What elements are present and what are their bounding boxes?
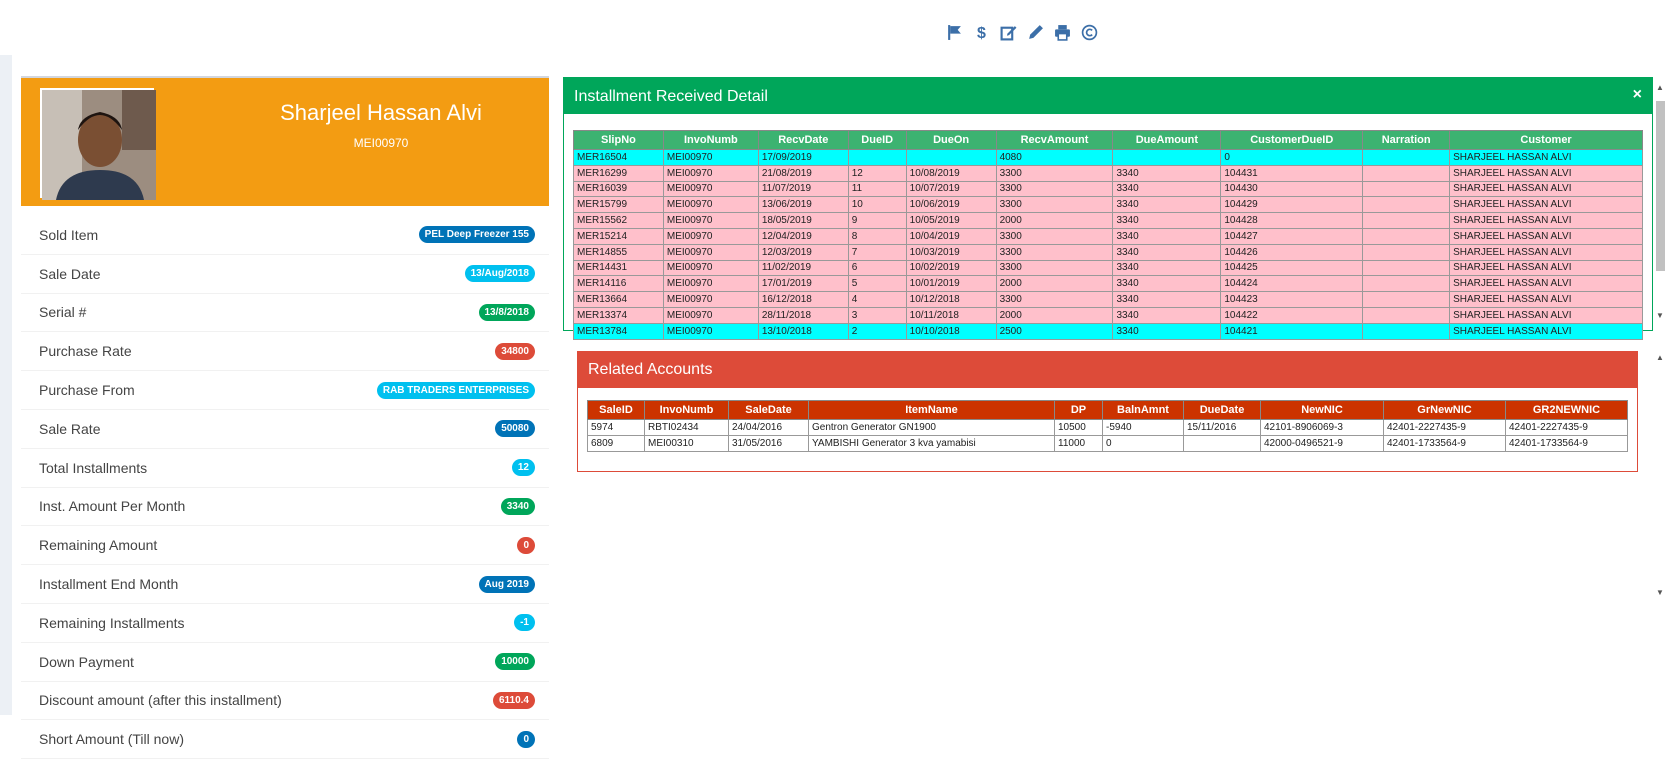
table-cell: SHARJEEL HASSAN ALVI xyxy=(1450,150,1643,166)
detail-label: Remaining Amount xyxy=(39,537,158,554)
detail-row xyxy=(21,488,549,527)
table-cell: 10500 xyxy=(1055,420,1103,436)
installment-table xyxy=(573,130,1643,340)
detail-label: Installment End Month xyxy=(39,576,179,593)
table-cell: SHARJEEL HASSAN ALVI xyxy=(1450,292,1643,308)
table-cell xyxy=(1363,228,1450,244)
table-cell: 11000 xyxy=(1055,435,1103,451)
column-header[interactable]: InvoNumb xyxy=(645,401,729,420)
table-cell: 13/06/2019 xyxy=(758,197,848,213)
table-cell: MER16504 xyxy=(574,150,664,166)
table-cell: 12/04/2019 xyxy=(758,228,848,244)
table-row[interactable] xyxy=(574,181,1643,197)
table-cell: 0 xyxy=(1221,150,1363,166)
table-cell xyxy=(1184,435,1261,451)
column-header[interactable]: NewNIC xyxy=(1261,401,1384,420)
table-cell: 10/04/2019 xyxy=(906,228,996,244)
table-cell: MEI00970 xyxy=(663,181,758,197)
table-cell: SHARJEEL HASSAN ALVI xyxy=(1450,181,1643,197)
table-cell: -5940 xyxy=(1103,420,1184,436)
table-cell: 42401-2227435-9 xyxy=(1384,420,1506,436)
table-cell: 3340 xyxy=(1113,181,1221,197)
table-row[interactable] xyxy=(574,213,1643,229)
detail-badge: 50080 xyxy=(495,420,535,437)
table-cell: 2000 xyxy=(996,276,1113,292)
table-cell: 2 xyxy=(848,323,906,339)
detail-badge: 34800 xyxy=(495,343,535,360)
detail-label: Serial # xyxy=(39,304,87,321)
table-cell: 13/10/2018 xyxy=(758,323,848,339)
table-cell: MER16039 xyxy=(574,181,664,197)
table-cell: 5 xyxy=(848,276,906,292)
table-cell: 3340 xyxy=(1113,228,1221,244)
table-cell: 10/05/2019 xyxy=(906,213,996,229)
table-cell: 3300 xyxy=(996,260,1113,276)
table-cell: 12/03/2019 xyxy=(758,244,848,260)
table-cell: 3340 xyxy=(1113,307,1221,323)
table-cell xyxy=(1363,307,1450,323)
close-icon[interactable]: × xyxy=(1632,86,1642,103)
detail-badge: 13/8/2018 xyxy=(479,304,536,321)
table-cell: 10/02/2019 xyxy=(906,260,996,276)
table-cell xyxy=(1363,197,1450,213)
table-cell: SHARJEEL HASSAN ALVI xyxy=(1450,244,1643,260)
detail-row xyxy=(21,449,549,488)
installment-panel xyxy=(563,77,1653,337)
detail-badge: Aug 2019 xyxy=(479,576,535,593)
detail-badge: 13/Aug/2018 xyxy=(465,265,535,282)
table-cell xyxy=(1113,150,1221,166)
table-cell: 10/03/2019 xyxy=(906,244,996,260)
table-cell: 3300 xyxy=(996,244,1113,260)
pencil-icon[interactable] xyxy=(1026,24,1045,43)
table-cell: SHARJEEL HASSAN ALVI xyxy=(1450,260,1643,276)
detail-label: Down Payment xyxy=(39,653,134,670)
table-cell: 3340 xyxy=(1113,323,1221,339)
table-cell: 3340 xyxy=(1113,276,1221,292)
detail-label: Sale Rate xyxy=(39,420,101,437)
table-cell: 24/04/2016 xyxy=(729,420,809,436)
column-header[interactable]: SaleID xyxy=(588,401,645,420)
table-cell: 3300 xyxy=(996,197,1113,213)
table-cell: 12 xyxy=(848,165,906,181)
table-cell: 104426 xyxy=(1221,244,1363,260)
table-cell: 3300 xyxy=(996,165,1113,181)
table-cell: MER14855 xyxy=(574,244,664,260)
table-cell xyxy=(906,150,996,166)
page-scrollbar[interactable] xyxy=(1654,83,1666,598)
table-cell: 104422 xyxy=(1221,307,1363,323)
table-cell: 42401-2227435-9 xyxy=(1506,420,1628,436)
table-cell: 2000 xyxy=(996,213,1113,229)
table-row[interactable] xyxy=(574,165,1643,181)
scroll-down-icon[interactable]: ▼ xyxy=(1656,588,1664,597)
table-cell: MER13784 xyxy=(574,323,664,339)
table-cell: MEI00310 xyxy=(645,435,729,451)
table-cell: 21/08/2019 xyxy=(758,165,848,181)
table-cell: 11 xyxy=(848,181,906,197)
table-cell: 3340 xyxy=(1113,292,1221,308)
installment-panel-title: Installment Received Detail xyxy=(574,88,768,105)
table-cell: MEI00970 xyxy=(663,307,758,323)
table-cell: SHARJEEL HASSAN ALVI xyxy=(1450,307,1643,323)
table-cell: 2500 xyxy=(996,323,1113,339)
table-cell: MER14116 xyxy=(574,276,664,292)
column-header[interactable]: DP xyxy=(1055,401,1103,420)
table-cell: SHARJEEL HASSAN ALVI xyxy=(1450,165,1643,181)
table-cell: 10/06/2019 xyxy=(906,197,996,213)
table-cell xyxy=(1363,260,1450,276)
table-cell: 8 xyxy=(848,228,906,244)
table-cell: MER14431 xyxy=(574,260,664,276)
table-cell xyxy=(1363,323,1450,339)
table-cell: YAMBISHI Generator 3 kva yamabisi xyxy=(809,435,1055,451)
table-row[interactable] xyxy=(574,307,1643,323)
related-table-wrapper xyxy=(587,400,1628,452)
table-cell: 104421 xyxy=(1221,323,1363,339)
table-cell: 104424 xyxy=(1221,276,1363,292)
table-cell: 11/07/2019 xyxy=(758,181,848,197)
related-table-header xyxy=(588,401,1628,420)
table-row[interactable] xyxy=(574,150,1643,166)
table-cell: 2000 xyxy=(996,307,1113,323)
detail-label: Total Installments xyxy=(39,459,148,476)
profile-name: Sharjeel Hassan Alvi xyxy=(280,100,482,125)
table-row[interactable] xyxy=(588,435,1628,451)
column-header[interactable]: SaleDate xyxy=(729,401,809,420)
table-cell: SHARJEEL HASSAN ALVI xyxy=(1450,228,1643,244)
table-cell xyxy=(1363,213,1450,229)
table-cell: MER13664 xyxy=(574,292,664,308)
detail-badge: PEL Deep Freezer 155 xyxy=(419,226,535,243)
detail-row xyxy=(21,216,549,255)
column-header[interactable]: InvoNumb xyxy=(663,131,758,150)
table-cell: 28/11/2018 xyxy=(758,307,848,323)
column-header[interactable]: DueOn xyxy=(906,131,996,150)
table-cell: MER15799 xyxy=(574,197,664,213)
table-cell xyxy=(1363,181,1450,197)
edit-icon[interactable] xyxy=(999,24,1018,43)
table-cell: MEI00970 xyxy=(663,292,758,308)
flag-icon[interactable] xyxy=(945,24,964,43)
table-cell: 6 xyxy=(848,260,906,276)
detail-row xyxy=(21,526,549,565)
detail-badge: RAB TRADERS ENTERPRISES xyxy=(377,382,535,399)
column-header[interactable]: Narration xyxy=(1363,131,1450,150)
table-cell: Gentron Generator GN1900 xyxy=(809,420,1055,436)
table-cell: 3 xyxy=(848,307,906,323)
table-cell: SHARJEEL HASSAN ALVI xyxy=(1450,323,1643,339)
detail-row xyxy=(21,604,549,643)
detail-badge: -1 xyxy=(514,614,535,631)
table-cell: 3340 xyxy=(1113,244,1221,260)
table-row[interactable] xyxy=(574,260,1643,276)
table-cell: 6809 xyxy=(588,435,645,451)
detail-label: Discount amount (after this installment) xyxy=(39,692,282,709)
left-rail xyxy=(0,55,12,715)
detail-label: Remaining Installments xyxy=(39,614,185,631)
table-cell: 18/05/2019 xyxy=(758,213,848,229)
table-cell: MEI00970 xyxy=(663,244,758,260)
profile-header xyxy=(21,78,549,206)
table-cell: 10/01/2019 xyxy=(906,276,996,292)
table-cell: 3340 xyxy=(1113,213,1221,229)
table-cell xyxy=(1363,292,1450,308)
table-cell: 4 xyxy=(848,292,906,308)
table-cell xyxy=(1363,150,1450,166)
detail-label: Purchase Rate xyxy=(39,343,132,360)
column-header[interactable]: DueAmount xyxy=(1113,131,1221,150)
table-cell: 104427 xyxy=(1221,228,1363,244)
table-cell xyxy=(1363,165,1450,181)
detail-row xyxy=(21,332,549,371)
detail-label: Sold Item xyxy=(39,226,99,243)
table-cell: 104430 xyxy=(1221,181,1363,197)
table-cell: MEI00970 xyxy=(663,197,758,213)
table-cell: 104429 xyxy=(1221,197,1363,213)
scroll-up-icon[interactable]: ▲ xyxy=(1656,353,1664,362)
dollar-icon[interactable]: $ xyxy=(977,25,986,42)
table-cell: 42401-1733564-9 xyxy=(1384,435,1506,451)
column-header[interactable]: DueDate xyxy=(1184,401,1261,420)
detail-row xyxy=(21,294,549,333)
installment-table-wrapper xyxy=(573,130,1643,337)
detail-badge: 0 xyxy=(517,731,535,748)
table-row[interactable] xyxy=(574,276,1643,292)
table-cell: 17/01/2019 xyxy=(758,276,848,292)
table-cell: MER13374 xyxy=(574,307,664,323)
table-cell: 3300 xyxy=(996,181,1113,197)
table-cell xyxy=(848,150,906,166)
detail-label: Sale Date xyxy=(39,265,101,282)
table-cell: 3340 xyxy=(1113,260,1221,276)
table-cell: 10/11/2018 xyxy=(906,307,996,323)
detail-row xyxy=(21,371,549,410)
installment-table-header xyxy=(574,131,1643,150)
column-header[interactable]: GrNewNIC xyxy=(1384,401,1506,420)
table-cell: 0 xyxy=(1103,435,1184,451)
table-cell: 104423 xyxy=(1221,292,1363,308)
avatar xyxy=(40,88,154,198)
table-cell: 15/11/2016 xyxy=(1184,420,1261,436)
table-cell: MER15214 xyxy=(574,228,664,244)
table-row[interactable] xyxy=(574,323,1643,339)
table-row[interactable] xyxy=(588,420,1628,436)
table-cell: 10/12/2018 xyxy=(906,292,996,308)
installment-table-body xyxy=(574,150,1643,340)
detail-badge: 10000 xyxy=(495,653,535,670)
related-table-body xyxy=(588,420,1628,452)
table-cell: MEI00970 xyxy=(663,276,758,292)
table-cell: 10 xyxy=(848,197,906,213)
table-cell: MEI00970 xyxy=(663,323,758,339)
print-icon[interactable] xyxy=(1053,24,1072,43)
table-cell: 5974 xyxy=(588,420,645,436)
table-cell: RBTI02434 xyxy=(645,420,729,436)
table-row[interactable] xyxy=(574,292,1643,308)
detail-label: Inst. Amount Per Month xyxy=(39,498,186,515)
detail-row xyxy=(21,682,549,721)
detail-label: Short Amount (Till now) xyxy=(39,731,184,748)
column-header[interactable]: CustomerDueID xyxy=(1221,131,1363,150)
table-cell: 4080 xyxy=(996,150,1113,166)
table-cell: MEI00970 xyxy=(663,213,758,229)
table-cell: 11/02/2019 xyxy=(758,260,848,276)
column-header[interactable]: BalnAmnt xyxy=(1103,401,1184,420)
table-cell: MER15562 xyxy=(574,213,664,229)
detail-badge: 12 xyxy=(512,459,535,476)
table-cell: 10/10/2018 xyxy=(906,323,996,339)
table-row[interactable] xyxy=(574,197,1643,213)
column-header[interactable]: RecvAmount xyxy=(996,131,1113,150)
table-cell: 42401-1733564-9 xyxy=(1506,435,1628,451)
column-header[interactable]: DueID xyxy=(848,131,906,150)
table-cell: MEI00970 xyxy=(663,150,758,166)
action-toolbar xyxy=(945,24,1099,43)
detail-row xyxy=(21,643,549,682)
table-cell xyxy=(1363,244,1450,260)
column-header[interactable]: ItemName xyxy=(809,401,1055,420)
related-accounts-header xyxy=(578,352,1637,388)
detail-badge: 3340 xyxy=(501,498,535,515)
table-cell: MEI00970 xyxy=(663,165,758,181)
table-cell: 3340 xyxy=(1113,197,1221,213)
profile-code: MEI00970 xyxy=(353,136,409,150)
installment-panel-header xyxy=(564,78,1652,114)
detail-row xyxy=(21,410,549,449)
table-cell: 104428 xyxy=(1221,213,1363,229)
related-accounts-panel xyxy=(577,351,1638,472)
column-header[interactable]: SlipNo xyxy=(574,131,664,150)
detail-list xyxy=(21,216,549,759)
scrollbar-thumb[interactable] xyxy=(1656,101,1665,271)
table-cell: 17/09/2019 xyxy=(758,150,848,166)
table-cell: SHARJEEL HASSAN ALVI xyxy=(1450,213,1643,229)
table-cell: MEI00970 xyxy=(663,228,758,244)
table-cell: MER16299 xyxy=(574,165,664,181)
table-cell: 3300 xyxy=(996,228,1113,244)
table-cell xyxy=(1363,276,1450,292)
table-cell: 31/05/2016 xyxy=(729,435,809,451)
table-cell: SHARJEEL HASSAN ALVI xyxy=(1450,276,1643,292)
column-header[interactable]: RecvDate xyxy=(758,131,848,150)
table-cell: 16/12/2018 xyxy=(758,292,848,308)
table-row[interactable] xyxy=(574,244,1643,260)
detail-badge: 6110.4 xyxy=(493,692,535,709)
table-cell: 42000-0496521-9 xyxy=(1261,435,1384,451)
column-header[interactable]: Customer xyxy=(1450,131,1643,150)
detail-badge: 0 xyxy=(517,537,535,554)
detail-label: Purchase From xyxy=(39,382,135,399)
related-accounts-title: Related Accounts xyxy=(588,361,713,378)
table-cell: 104425 xyxy=(1221,260,1363,276)
table-cell: 3300 xyxy=(996,292,1113,308)
scroll-up-icon[interactable]: ▲ xyxy=(1656,83,1664,92)
copyright-icon[interactable] xyxy=(1080,24,1099,43)
table-cell: 10/07/2019 xyxy=(906,181,996,197)
table-cell: SHARJEEL HASSAN ALVI xyxy=(1450,197,1643,213)
table-cell: 9 xyxy=(848,213,906,229)
table-cell: 10/08/2019 xyxy=(906,165,996,181)
related-accounts-table xyxy=(587,400,1628,452)
table-cell: 7 xyxy=(848,244,906,260)
table-cell: 104431 xyxy=(1221,165,1363,181)
detail-row xyxy=(21,565,549,604)
table-row[interactable] xyxy=(574,228,1643,244)
detail-row xyxy=(21,255,549,294)
detail-row xyxy=(21,720,549,759)
column-header[interactable]: GR2NEWNIC xyxy=(1506,401,1628,420)
table-cell: 3340 xyxy=(1113,165,1221,181)
scroll-down-icon[interactable]: ▼ xyxy=(1656,311,1664,320)
table-cell: MEI00970 xyxy=(663,260,758,276)
table-cell: 42101-8906069-3 xyxy=(1261,420,1384,436)
